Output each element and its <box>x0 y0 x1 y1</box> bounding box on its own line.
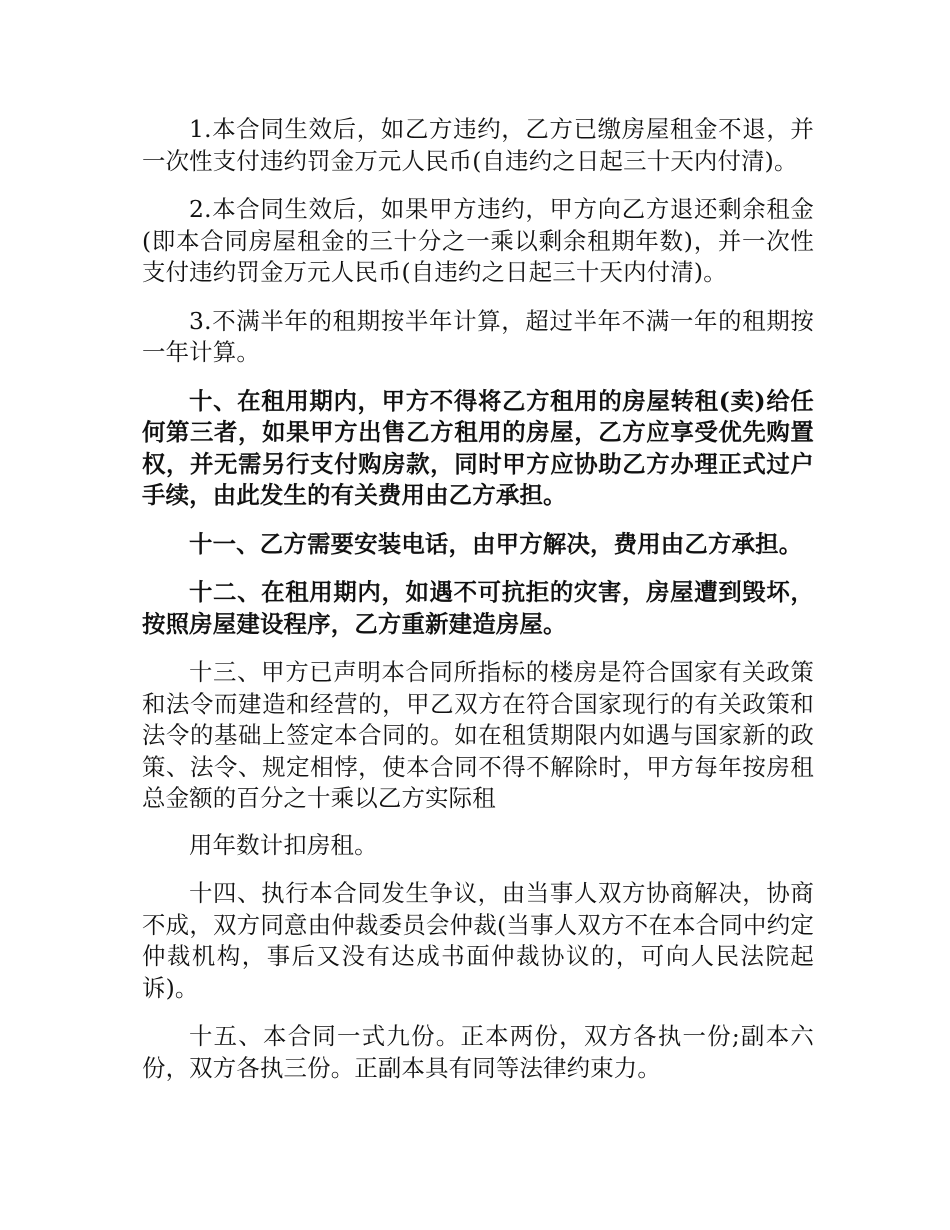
article-15-paragraph: 十五、本合同一式九份。正本两份，双方各执一份;副本六份，双方各执三份。正副本具有同等法律约束力。 <box>142 1022 814 1082</box>
article-10-paragraph: 十、在租用期内，甲方不得将乙方租用的房屋转租(卖)给任何第三者，如果甲方出售乙方租用的房屋，乙方应享受优先购置权，并无需另行支付购房款，同时甲方应协助乙方办理正式过户手续，由此发生的有关费用由乙方承担。 <box>142 386 814 509</box>
article-11-paragraph: 十一、乙方需要安装电话，由甲方解决，费用由乙方承担。 <box>189 529 803 558</box>
clause-2-paragraph: 2.本合同生效后，如果甲方违约，甲方向乙方退还剩余租金(即本合同房屋租金的三十分之一乘以剩余租期年数)，并一次性支付违约罚金万元人民币(自违约之日起三十天内付清)。 <box>142 195 814 286</box>
article-13-continuation: 用年数计扣房租。 <box>189 830 378 859</box>
article-14-paragraph: 十四、执行本合同发生争议，由当事人双方协商解决，协商不成，双方同意由仲裁委员会仲裁(当事人双方不在本合同中约定仲裁机构，事后又没有达成书面仲裁协议的，可向人民法院起诉)。 <box>142 879 814 1002</box>
article-12-paragraph: 十二、在租用期内，如遇不可抗拒的灾害，房屋遭到毁坏，按照房屋建设程序，乙方重新建造房屋。 <box>142 578 814 638</box>
clause-1-paragraph: 1.本合同生效后，如乙方违约，乙方已缴房屋租金不退，并一次性支付违约罚金万元人民币(自违约之日起三十天内付清)。 <box>142 115 814 175</box>
article-13-paragraph: 十三、甲方已声明本合同所指标的楼房是符合国家有关政策和法令而建造和经营的，甲乙双方在符合国家现行的有关政策和法令的基础上签定本合同的。如在租赁期限内如遇与国家新的政策、法令、规定相悖，使本合同不得不解除时，甲方每年按房租总金额的百分之十乘以乙方实际租 <box>142 658 814 812</box>
document-page <box>142 114 814 1101</box>
clause-3-paragraph: 3.不满半年的租期按半年计算，超过半年不满一年的租期按一年计算。 <box>142 306 814 366</box>
